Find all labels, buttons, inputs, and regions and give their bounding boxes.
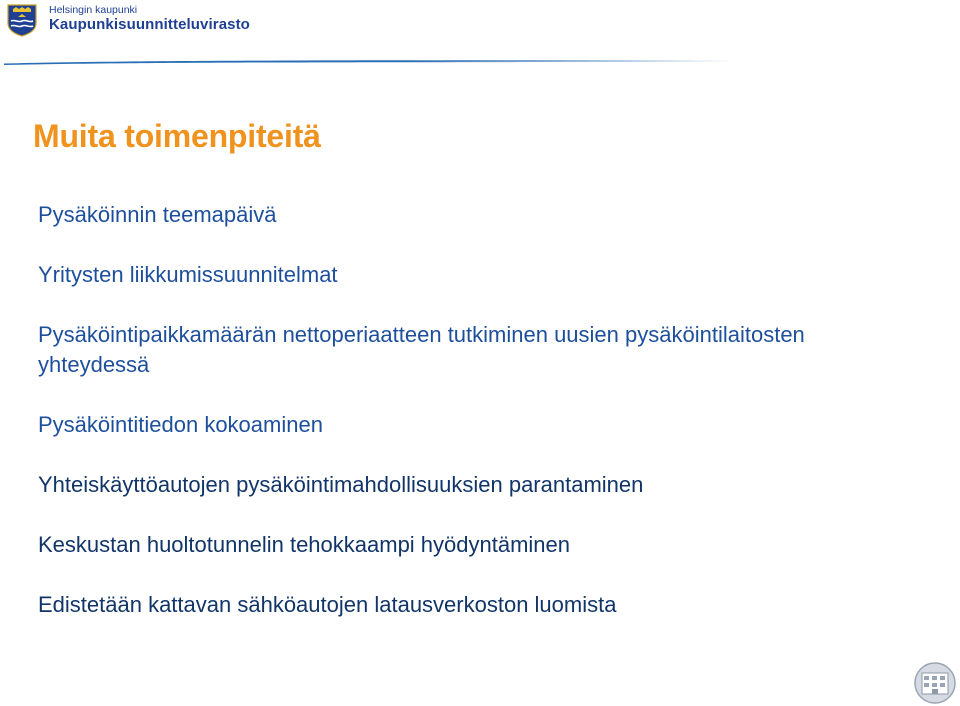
- header-divider: [4, 59, 734, 65]
- list-item: Yhteiskäyttöautojen pysäköintimahdollisuuksien parantaminen: [38, 472, 644, 497]
- slide-title: Muita toimenpiteitä: [33, 118, 321, 154]
- list-item: Pysäköintipaikkamäärän nettoperiaatteen tutkiminen uusien pysäköintilaitosten yhteydessä: [38, 322, 805, 377]
- list-item: Yritysten liikkumissuunnitelmat: [38, 262, 338, 287]
- building-badge-icon: [913, 661, 957, 705]
- list-item: Keskustan huoltotunnelin tehokkaampi hyödyntäminen: [38, 532, 571, 557]
- slide-header: [0, 0, 960, 68]
- city-name: Helsingin kaupunki: [49, 4, 138, 16]
- organization-name: [49, 4, 250, 33]
- helsinki-crest-icon: [6, 3, 38, 37]
- department-name: Kaupunkisuunnitteluvirasto: [49, 16, 250, 33]
- bullet-list: [38, 200, 838, 650]
- list-item: Pysäköintitiedon kokoaminen: [38, 412, 323, 437]
- list-item: Pysäköinnin teemapäivä: [38, 202, 277, 227]
- list-item: Edistetään kattavan sähköautojen latausverkoston luomista: [38, 592, 617, 617]
